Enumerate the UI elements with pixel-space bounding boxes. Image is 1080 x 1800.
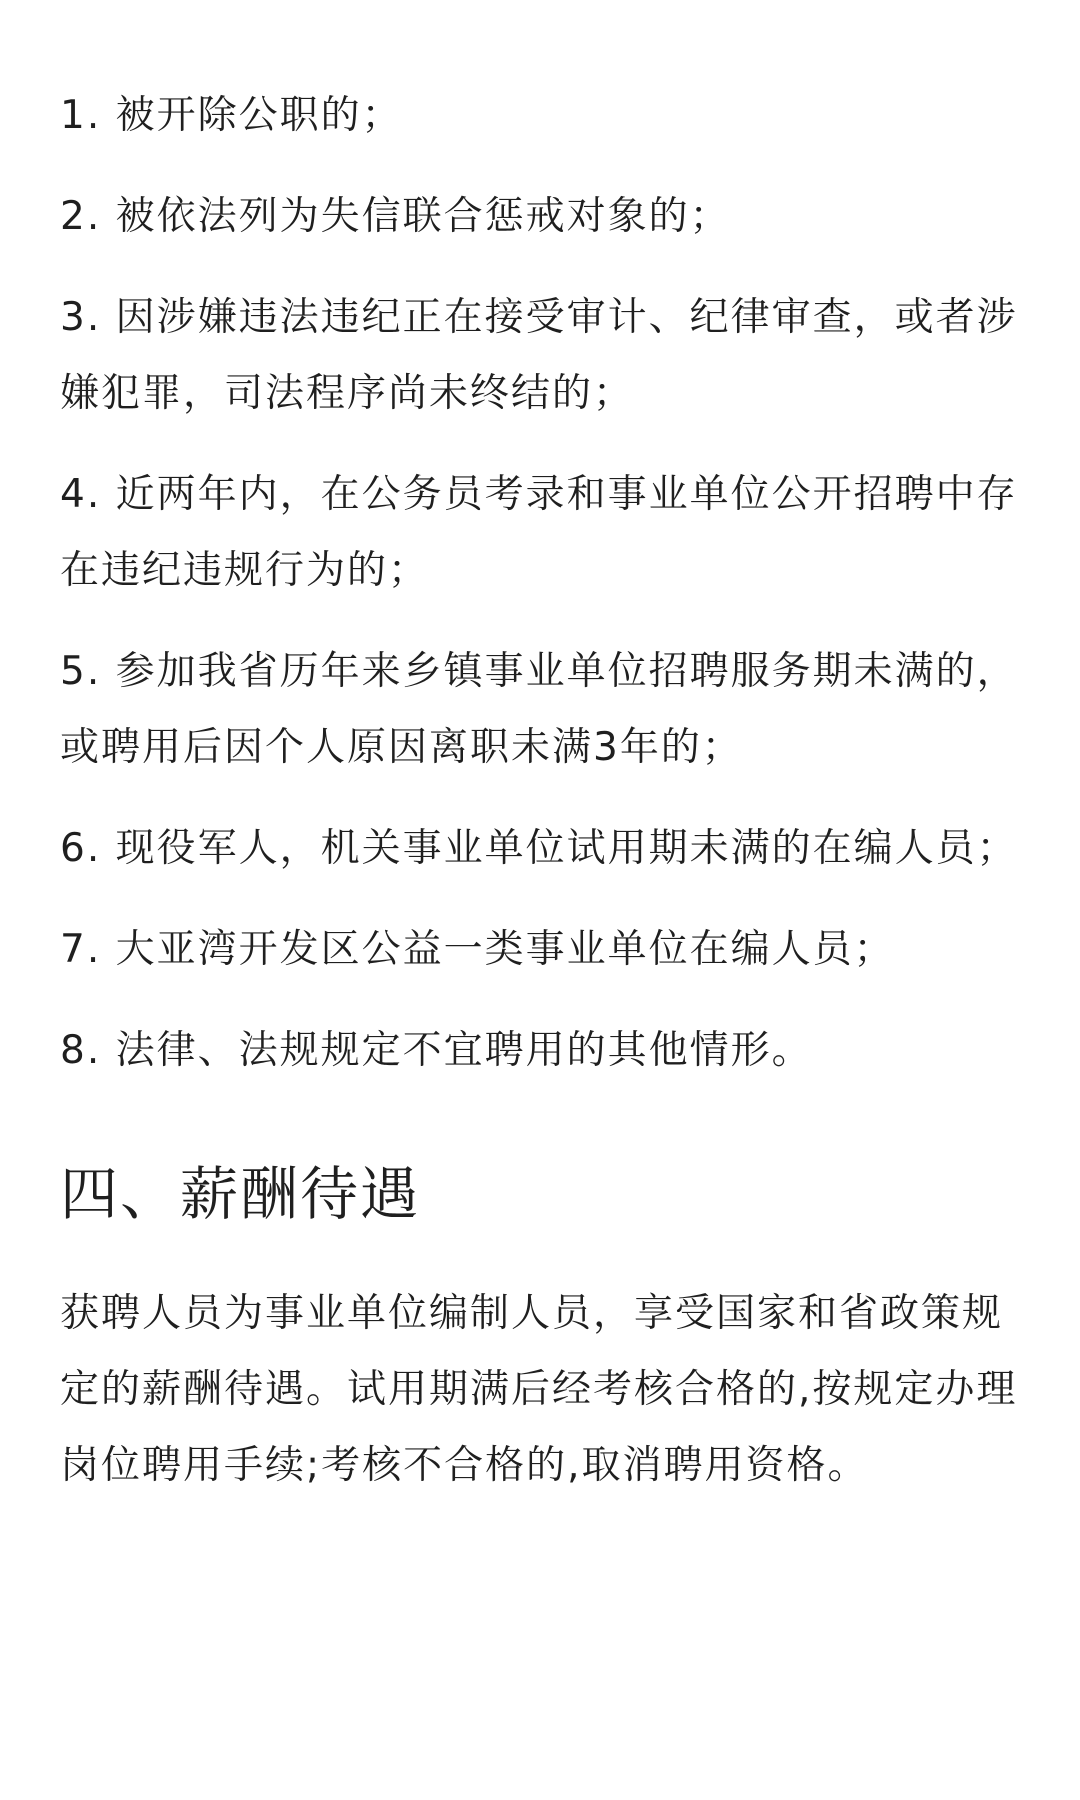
list-item: 7. 大亚湾开发区公益一类事业单位在编人员； xyxy=(60,927,895,972)
list-item: 3. 因涉嫌违法违纪正在接受审计、纪律审查，或者涉嫌犯罪，司法程序尚未终结的； xyxy=(60,295,1018,416)
article-content xyxy=(60,78,1020,1504)
salary-paragraph: 获聘人员为事业单位编制人员，享受国家和省政策规定的薪酬待遇。试用期满后经考核合格的,按规定办理岗位聘用手续;考核不合格的,取消聘用资格。 xyxy=(60,1291,1018,1488)
list-item: 2. 被依法列为失信联合惩戒对象的； xyxy=(60,194,731,239)
section-heading: 四、薪酬待遇 xyxy=(60,1160,421,1228)
list-item: 6. 现役军人，机关事业单位试用期未满的在编人员； xyxy=(60,826,1018,871)
list-item: 4. 近两年内，在公务员考录和事业单位公开招聘中存在违纪违规行为的； xyxy=(60,472,1018,593)
list-item: 1. 被开除公职的； xyxy=(60,93,403,138)
disqualification-list xyxy=(60,78,1020,1089)
list-item: 8. 法律、法规规定不宜聘用的其他情形。 xyxy=(60,1028,813,1073)
list-item: 5. 参加我省历年来乡镇事业单位招聘服务期未满的，或聘用后因个人原因离职未满3年的； xyxy=(60,649,1018,770)
